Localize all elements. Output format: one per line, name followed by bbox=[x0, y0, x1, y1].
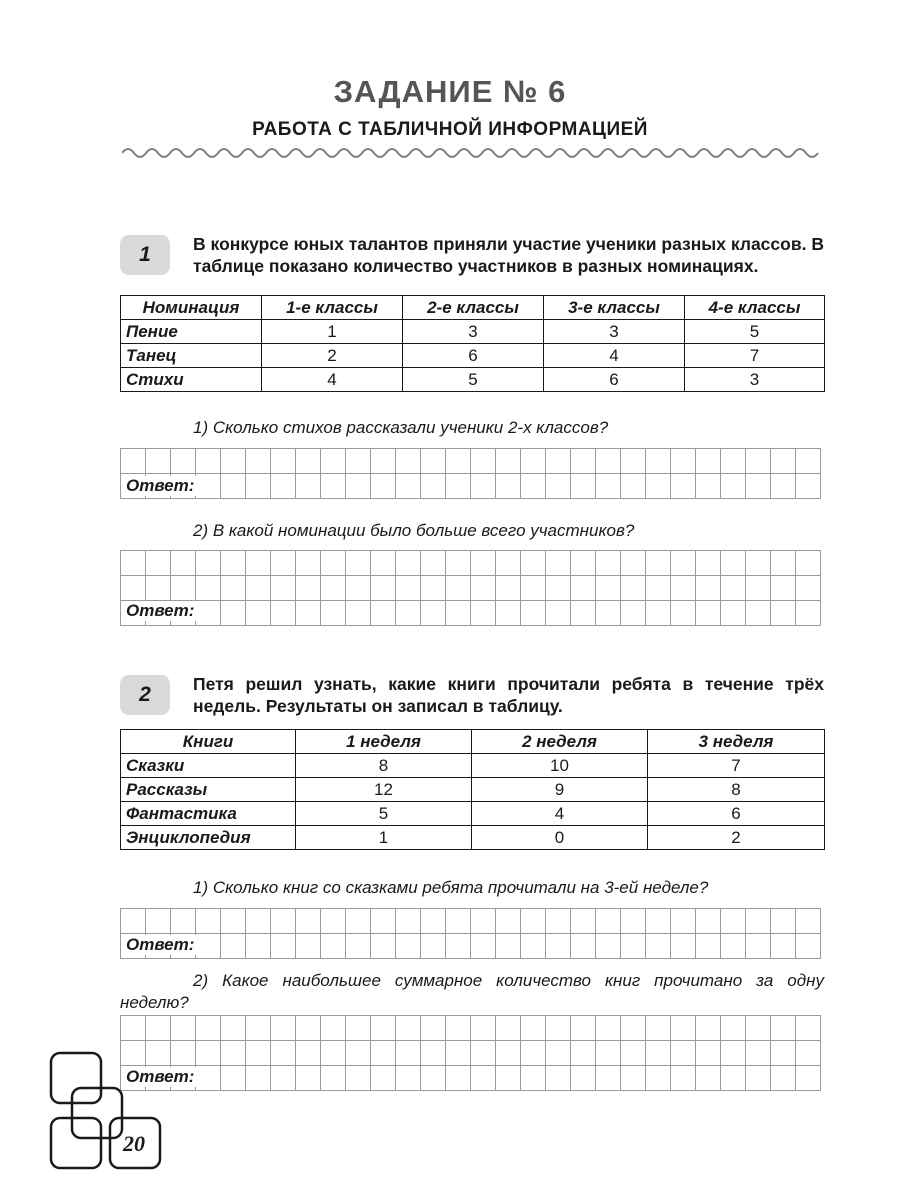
table-cell: 3 bbox=[403, 320, 544, 344]
table-cell: 12 bbox=[296, 778, 472, 802]
grid-lines bbox=[120, 908, 821, 959]
answer-label: Ответ: bbox=[126, 935, 195, 954]
task-text: Петя решил узнать, какие книги прочитали ребята в течение трёх недель. Результаты он записал в таблицу. bbox=[193, 674, 824, 716]
table-row bbox=[121, 754, 825, 778]
table-cell: 5 bbox=[685, 320, 825, 344]
table-cell: 3 bbox=[544, 320, 685, 344]
table-header-cell: 3-е классы bbox=[544, 296, 685, 320]
table-cell: 9 bbox=[472, 778, 648, 802]
grid-lines bbox=[120, 550, 821, 626]
table-cell: 10 bbox=[472, 754, 648, 778]
task-text: В конкурсе юных талантов приняли участие ученики разных классов. В таблице показано количество участников в разных номинациях. bbox=[193, 234, 824, 276]
table-cell: 2 bbox=[648, 826, 825, 850]
task-number: 2 bbox=[139, 683, 151, 706]
table-header-cell: 3 неделя bbox=[648, 730, 825, 754]
row-label: Стихи bbox=[121, 368, 262, 392]
table-cell: 6 bbox=[544, 368, 685, 392]
table-cell: 4 bbox=[472, 802, 648, 826]
table-header-cell: 1 неделя bbox=[296, 730, 472, 754]
row-label: Танец bbox=[121, 344, 262, 368]
table-header-cell: 2-е классы bbox=[403, 296, 544, 320]
table-header-row bbox=[121, 296, 825, 320]
question-2: 2) В какой номинации было больше всего участников? bbox=[193, 521, 635, 540]
table-header-row bbox=[121, 730, 825, 754]
grid-lines bbox=[120, 1015, 821, 1091]
answer-grid[interactable] bbox=[120, 448, 821, 504]
row-label: Фантастика bbox=[121, 802, 296, 826]
table-header-cell: 4-е классы bbox=[685, 296, 825, 320]
table-cell: 5 bbox=[296, 802, 472, 826]
task-number-badge bbox=[120, 235, 170, 275]
table-cell: 1 bbox=[262, 320, 403, 344]
page-title: ЗАДАНИЕ № 6 bbox=[333, 74, 567, 109]
table-cell: 7 bbox=[685, 344, 825, 368]
page-number: 20 bbox=[123, 1131, 145, 1156]
question-1: 1) Сколько книг со сказками ребята прочитали на 3-ей неделе? bbox=[193, 878, 709, 897]
answer-label: Ответ: bbox=[126, 1067, 195, 1086]
table-header-cell: 1-е классы bbox=[262, 296, 403, 320]
answer-label: Ответ: bbox=[126, 476, 195, 495]
table-cell: 4 bbox=[544, 344, 685, 368]
table-row bbox=[121, 320, 825, 344]
nominations-table bbox=[120, 295, 825, 392]
table-row bbox=[121, 826, 825, 850]
books-table bbox=[120, 729, 825, 850]
row-label: Сказки bbox=[121, 754, 296, 778]
task-number: 1 bbox=[139, 243, 151, 266]
table-cell: 0 bbox=[472, 826, 648, 850]
wave-divider bbox=[122, 144, 822, 162]
table-cell: 8 bbox=[296, 754, 472, 778]
table-cell: 8 bbox=[648, 778, 825, 802]
answer-grid[interactable] bbox=[120, 550, 821, 631]
table-cell: 6 bbox=[403, 344, 544, 368]
row-label: Рассказы bbox=[121, 778, 296, 802]
table-cell: 5 bbox=[403, 368, 544, 392]
row-label: Пение bbox=[121, 320, 262, 344]
page-subtitle: РАБОТА С ТАБЛИЧНОЙ ИНФОРМАЦИЕЙ bbox=[252, 119, 648, 140]
table-cell: 6 bbox=[648, 802, 825, 826]
table-cell: 1 bbox=[296, 826, 472, 850]
grid-lines bbox=[120, 448, 821, 499]
question-1: 1) Сколько стихов рассказали ученики 2-х классов? bbox=[193, 418, 609, 437]
row-label: Энциклопедия bbox=[121, 826, 296, 850]
table-row bbox=[121, 802, 825, 826]
table-row bbox=[121, 778, 825, 802]
table-header-cell: Книги bbox=[121, 730, 296, 754]
answer-grid[interactable] bbox=[120, 908, 821, 964]
table-header-cell: Номинация bbox=[121, 296, 262, 320]
answer-grid[interactable] bbox=[120, 1015, 821, 1096]
task-number-badge bbox=[120, 675, 170, 715]
question-2: 2) Какое наибольшее суммарное количество книг прочитано за одну bbox=[193, 971, 824, 990]
table-row bbox=[121, 344, 825, 368]
table-cell: 4 bbox=[262, 368, 403, 392]
table-header-cell: 2 неделя bbox=[472, 730, 648, 754]
table-row bbox=[121, 368, 825, 392]
table-cell: 3 bbox=[685, 368, 825, 392]
answer-label: Ответ: bbox=[126, 601, 195, 620]
table-cell: 2 bbox=[262, 344, 403, 368]
table-cell: 7 bbox=[648, 754, 825, 778]
question-2-continuation: неделю? bbox=[120, 993, 189, 1012]
